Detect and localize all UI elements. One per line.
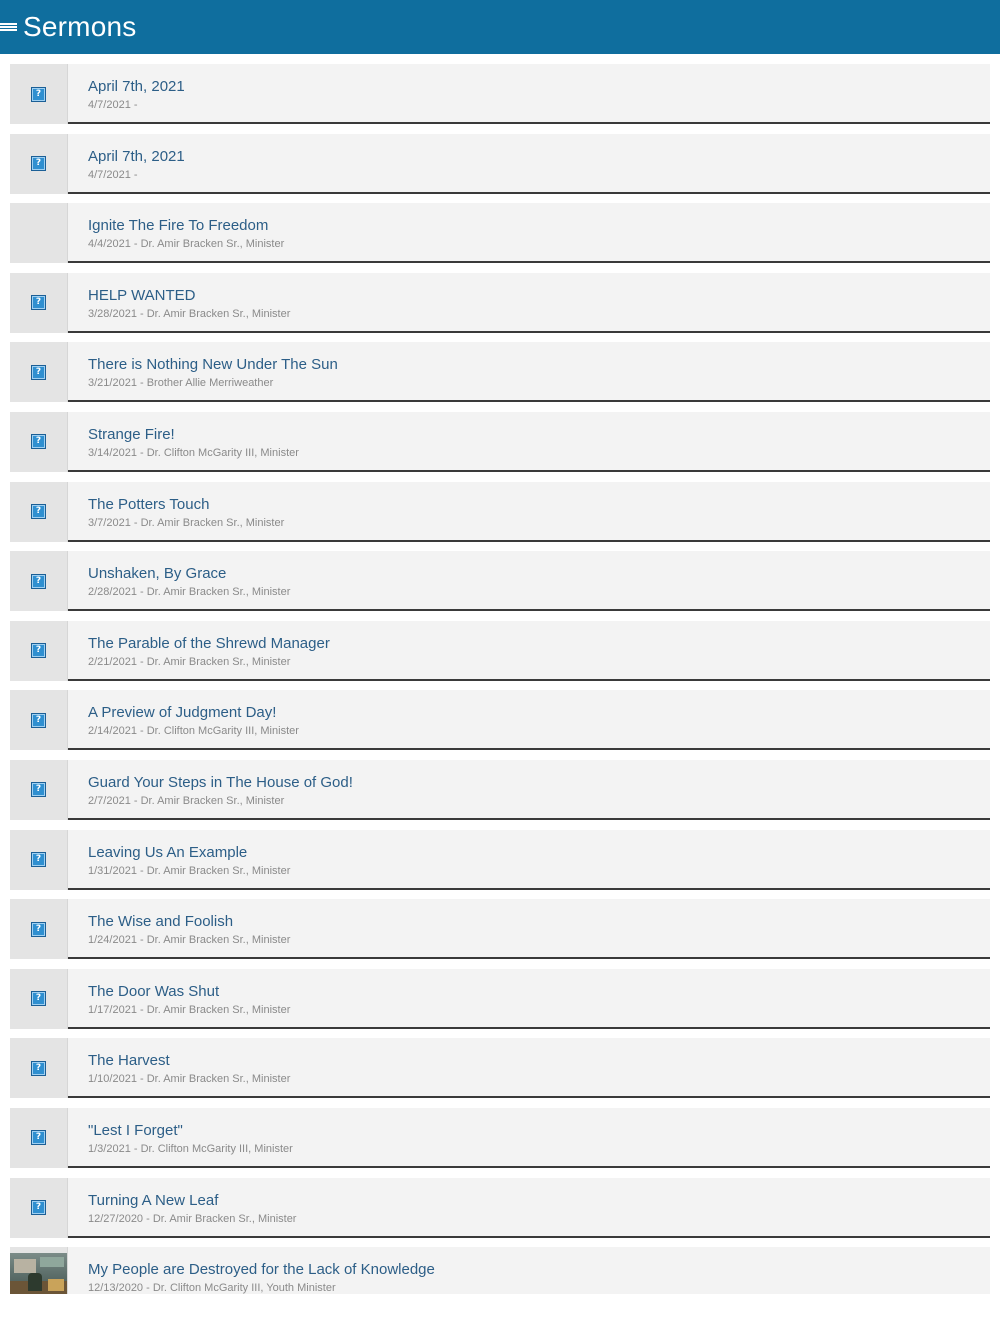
sermon-list-item[interactable] [10,134,990,194]
sermon-title[interactable]: The Wise and Foolish [88,913,234,931]
sermon-info [68,621,990,681]
sermon-info [68,690,990,750]
sermon-title[interactable]: Strange Fire! [88,425,175,443]
sermon-thumbnail [10,760,68,820]
sermon-thumbnail [10,1247,68,1294]
sermon-thumbnail [10,830,68,890]
sermon-meta: 4/4/2021 - Dr. Amir Bracken Sr., Minister [88,238,285,251]
sermon-meta: 3/14/2021 - Dr. Clifton McGarity III, Minister [88,446,299,459]
sermon-title[interactable]: The Door Was Shut [88,982,220,1000]
missing-image-icon: ? [31,156,46,171]
sermon-photo [10,1253,67,1294]
sermon-title[interactable]: Guard Your Steps in The House of God! [88,773,353,791]
missing-image-icon: ? [31,1200,46,1215]
sermon-meta: 1/17/2021 - Dr. Amir Bracken Sr., Minister [88,1003,291,1016]
sermon-meta: 2/7/2021 - Dr. Amir Bracken Sr., Minister [88,794,285,807]
sermon-meta: 1/24/2021 - Dr. Amir Bracken Sr., Minister [88,934,291,947]
sermon-list-item[interactable] [10,690,990,750]
sermon-info [68,969,990,1029]
sermon-info [68,134,990,194]
missing-image-icon: ? [31,365,46,380]
sermon-title[interactable]: There is Nothing New Under The Sun [88,356,338,374]
sermon-info [68,1178,990,1238]
sermon-list-item[interactable] [10,412,990,472]
sermon-title[interactable]: "Lest I Forget" [88,1121,183,1139]
sermon-info [68,1108,990,1168]
sermon-meta: 1/31/2021 - Dr. Amir Bracken Sr., Minister [88,864,291,877]
menu-line [0,29,17,31]
sermon-info [68,64,990,124]
sermon-thumbnail [10,899,68,959]
missing-image-icon: ? [31,991,46,1006]
missing-image-icon: ? [31,713,46,728]
sermon-meta: 2/28/2021 - Dr. Amir Bracken Sr., Minister [88,586,291,599]
sermon-thumbnail [10,342,68,402]
sermon-meta: 3/21/2021 - Brother Allie Merriweather [88,377,274,390]
menu-line [0,26,17,28]
sermon-meta: 4/7/2021 - [88,168,138,181]
sermon-list-item[interactable] [10,830,990,890]
sermon-thumbnail [10,134,68,194]
missing-image-icon: ? [31,922,46,937]
sermon-thumbnail [10,482,68,542]
sermon-list-item[interactable] [10,1038,990,1098]
sermon-list-item[interactable] [10,760,990,820]
missing-image-icon: ? [31,1130,46,1145]
sermon-info [68,1247,990,1294]
sermon-title[interactable]: Leaving Us An Example [88,843,248,861]
sermon-meta: 2/21/2021 - Dr. Amir Bracken Sr., Minister [88,655,291,668]
photo-detail [28,1273,42,1291]
sermon-list-item[interactable] [10,342,990,402]
missing-image-icon: ? [31,1061,46,1076]
sermon-thumbnail [10,621,68,681]
photo-detail [48,1279,64,1291]
sermon-meta: 3/28/2021 - Dr. Amir Bracken Sr., Minister [88,307,291,320]
photo-detail [40,1257,64,1267]
sermon-thumbnail [10,551,68,611]
sermon-list-item[interactable] [10,899,990,959]
sermon-list [10,64,990,1294]
missing-image-icon: ? [31,87,46,102]
sermon-list-item[interactable] [10,969,990,1029]
sermon-thumbnail [10,64,68,124]
sermon-title[interactable]: A Preview of Judgment Day! [88,704,277,722]
sermon-thumbnail [10,1038,68,1098]
missing-image-icon: ? [31,504,46,519]
missing-image-icon: ? [31,643,46,658]
sermon-meta: 2/14/2021 - Dr. Clifton McGarity III, Minister [88,725,299,738]
sermon-list-item[interactable] [10,621,990,681]
sermon-list-item[interactable] [10,1178,990,1238]
sermon-meta: 4/7/2021 - [88,99,138,111]
sermon-title[interactable]: The Harvest [88,1052,170,1070]
sermon-title[interactable]: Ignite The Fire To Freedom [88,217,269,235]
sermon-list-item[interactable] [10,1247,990,1294]
sermon-title[interactable]: Unshaken, By Grace [88,565,227,583]
app-bar [0,0,1000,54]
missing-image-icon: ? [31,295,46,310]
sermon-info [68,273,990,333]
sermon-info [68,551,990,611]
missing-image-icon: ? [31,852,46,867]
sermon-title[interactable]: April 7th, 2021 [88,147,185,165]
sermon-meta: 12/13/2020 - Dr. Clifton McGarity III, Youth Minister [88,1282,336,1294]
sermon-title[interactable]: The Parable of the Shrewd Manager [88,634,330,652]
missing-image-icon: ? [31,782,46,797]
sermon-info [68,1038,990,1098]
sermon-list-item[interactable] [10,203,990,263]
sermon-thumbnail [10,412,68,472]
sermon-info [68,482,990,542]
sermon-info [68,342,990,402]
page-title: Sermons [23,11,137,42]
sermon-title[interactable]: Turning A New Leaf [88,1191,219,1209]
sermon-info [68,899,990,959]
sermon-list-item[interactable] [10,64,990,124]
sermon-thumbnail [10,1178,68,1238]
sermon-thumbnail [10,969,68,1029]
menu-line [0,23,17,25]
sermon-list-item[interactable] [10,551,990,611]
missing-image-icon: ? [31,574,46,589]
missing-image-icon: ? [31,434,46,449]
sermon-meta: 3/7/2021 - Dr. Amir Bracken Sr., Minister [88,516,285,529]
sermon-thumbnail [10,203,68,263]
sermon-title[interactable]: My People are Destroyed for the Lack of Knowledge [88,1261,435,1279]
sermon-title[interactable]: HELP WANTED [88,286,196,304]
sermon-info [68,760,990,820]
sermon-info [68,830,990,890]
sermon-list-item[interactable] [10,1108,990,1168]
sermon-thumbnail [10,690,68,750]
hamburger-icon[interactable] [0,20,17,34]
sermon-thumbnail [10,273,68,333]
sermon-info [68,412,990,472]
sermon-thumbnail [10,1108,68,1168]
sermon-title[interactable]: The Potters Touch [88,495,210,513]
sermon-list-item[interactable] [10,273,990,333]
sermon-title[interactable]: April 7th, 2021 [88,78,185,95]
sermon-list-item[interactable] [10,482,990,542]
photo-detail [14,1259,36,1273]
sermon-meta: 12/27/2020 - Dr. Amir Bracken Sr., Minister [88,1212,297,1225]
sermon-meta: 1/10/2021 - Dr. Amir Bracken Sr., Minister [88,1073,291,1086]
sermon-meta: 1/3/2021 - Dr. Clifton McGarity III, Minister [88,1142,293,1155]
sermon-info [68,203,990,263]
